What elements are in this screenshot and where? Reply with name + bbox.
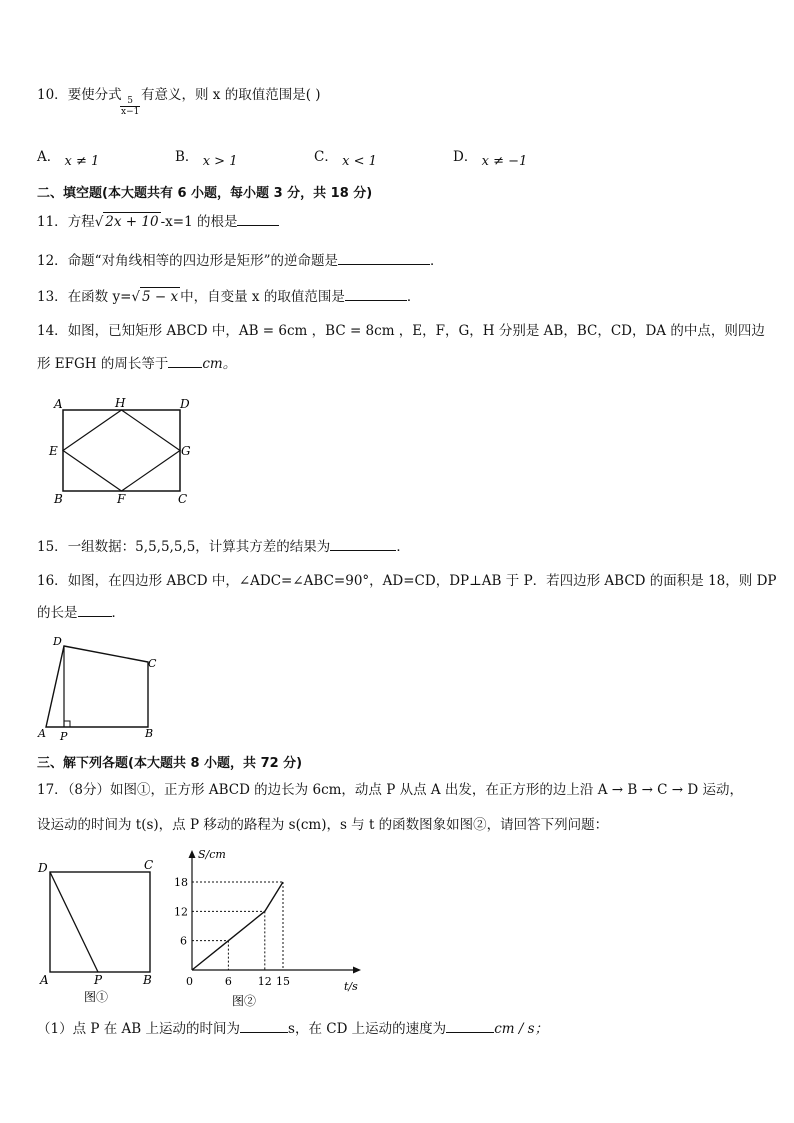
rectangle-abcd bbox=[63, 410, 180, 491]
fig2-caption: 图② bbox=[232, 994, 257, 1007]
q10-option-c bbox=[314, 148, 377, 167]
series-segment bbox=[192, 941, 228, 970]
q16-line2 bbox=[37, 602, 125, 622]
q13-end: ． bbox=[406, 289, 421, 305]
label-A: A bbox=[40, 973, 49, 987]
q16-text: 如图，在四边形 ABCD 中，∠ADC=∠ABC=90°，AD=CD，DP⊥AB 于 P．若四边形 ABCD 的面积是 18，则 DP bbox=[67, 573, 777, 589]
label-D: D bbox=[53, 635, 62, 648]
option-label: A． bbox=[37, 149, 61, 165]
q16-figure bbox=[36, 632, 166, 744]
answer-blank[interactable] bbox=[168, 353, 202, 368]
q16-end: ． bbox=[111, 605, 125, 621]
label-D: D bbox=[180, 397, 190, 411]
section-3-title: 三、解下列各题(本大题共 8 小题，共 72 分) bbox=[37, 756, 303, 771]
q14-line2 bbox=[37, 353, 236, 373]
q11-text-a: 方程 bbox=[67, 214, 95, 230]
label-P: P bbox=[94, 973, 103, 987]
q12-end: ． bbox=[430, 253, 444, 269]
rhombus-efgh bbox=[63, 410, 180, 491]
label-C: C bbox=[144, 858, 154, 872]
answer-blank[interactable] bbox=[78, 602, 112, 617]
series-segment bbox=[228, 911, 264, 940]
q10-frac-den: x−1 bbox=[121, 107, 140, 117]
label-A: A bbox=[54, 397, 63, 411]
q17-text-2: 设运动的时间为 t(s)，点 P 移动的路程为 s(cm)，s 与 t 的函数图象如图②，请回答下列问题： bbox=[37, 817, 609, 833]
answer-blank[interactable] bbox=[330, 536, 396, 551]
answer-blank[interactable] bbox=[345, 286, 407, 301]
q17-sub1-text-a: （1）点 P 在 AB 上运动的时间为 bbox=[37, 1021, 241, 1037]
q14-figure bbox=[44, 393, 204, 508]
y-axis-arrow bbox=[189, 850, 196, 858]
section-2-title: 二、填空题(本大题共有 6 小题，每小题 3 分，共 18 分) bbox=[37, 186, 373, 201]
x-axis-arrow bbox=[353, 967, 361, 974]
y-tick-label: 18 bbox=[174, 876, 188, 889]
q12-number: 12． bbox=[37, 253, 68, 269]
option-value: x ≠ −1 bbox=[481, 154, 528, 169]
y-axis-label: S/cm bbox=[198, 848, 226, 861]
q14-unit: cm。 bbox=[202, 356, 237, 372]
q11-radicand: 2x + 10 bbox=[105, 214, 159, 230]
y-tick-label: 12 bbox=[174, 905, 188, 919]
q11-number: 11． bbox=[37, 214, 68, 230]
q14-text-2: 形 EFGH 的周长等于 bbox=[37, 356, 169, 372]
answer-blank[interactable] bbox=[240, 1018, 288, 1033]
q13-radicand: 5 − x bbox=[142, 289, 179, 305]
q14-number: 14． bbox=[37, 323, 68, 339]
option-value: x ≠ 1 bbox=[64, 154, 100, 169]
sqrt-sign: √ bbox=[94, 214, 104, 230]
q14-line1 bbox=[37, 322, 765, 340]
q11-text-b: -x=1 的根是 bbox=[160, 214, 238, 230]
q16-number: 16． bbox=[37, 573, 68, 589]
q16-line1 bbox=[37, 572, 776, 590]
q12-text: 命题“对角线相等的四边形是矩形”的逆命题是 bbox=[67, 253, 338, 269]
x-tick-label: 15 bbox=[276, 975, 290, 988]
origin-label: 0 bbox=[186, 975, 193, 988]
option-label: B． bbox=[175, 149, 199, 165]
option-label: C． bbox=[314, 149, 338, 165]
q13-text-a: 在函数 y= bbox=[67, 289, 132, 305]
label-B: B bbox=[143, 973, 152, 987]
answer-blank[interactable] bbox=[446, 1018, 494, 1033]
option-value: x < 1 bbox=[342, 154, 377, 169]
label-F: F bbox=[117, 492, 126, 506]
q17-sub1 bbox=[37, 1018, 548, 1038]
chart-axes bbox=[186, 848, 361, 1007]
series-segment bbox=[265, 882, 283, 911]
label-P: P bbox=[60, 730, 68, 743]
answer-blank[interactable] bbox=[237, 211, 279, 226]
square-abcd bbox=[50, 872, 150, 972]
q17-sub1-text-c: cm / s； bbox=[494, 1021, 549, 1037]
q14-text: 如图，已知矩形 ABCD 中，AB = 6cm ，BC = 8cm ，E，F，G，H 分别是 AB，BC，CD，DA 的中点，则四边 bbox=[67, 323, 765, 339]
q13-text-b: 中，自变量 x 的取值范围是 bbox=[180, 289, 345, 305]
label-D: D bbox=[38, 861, 48, 875]
q13-number: 13． bbox=[37, 289, 68, 305]
q10-frac-num: 5 bbox=[127, 96, 134, 106]
q15 bbox=[37, 536, 410, 556]
answer-blank[interactable] bbox=[338, 250, 430, 265]
q17-sub1-text-b: s，在 CD 上运动的速度为 bbox=[288, 1021, 447, 1037]
q10-text-a: 要使分式 bbox=[67, 87, 122, 103]
quadrilateral-abcd bbox=[46, 646, 148, 727]
q15-text: 一组数据：5,5,5,5,5，计算其方差的结果为 bbox=[67, 539, 331, 555]
label-G: G bbox=[181, 444, 191, 458]
option-label: D． bbox=[453, 149, 478, 165]
q10-fraction bbox=[120, 96, 140, 117]
sqrt-sign: √ bbox=[131, 289, 141, 305]
label-E: E bbox=[49, 444, 58, 458]
option-value: x > 1 bbox=[202, 154, 238, 169]
right-angle-mark bbox=[64, 721, 70, 727]
label-A: A bbox=[38, 727, 46, 740]
y-tick-label: 6 bbox=[180, 934, 187, 948]
q13 bbox=[37, 286, 420, 306]
label-C: C bbox=[178, 492, 188, 506]
fig1-caption: 图① bbox=[84, 990, 109, 1004]
label-B: B bbox=[54, 492, 63, 506]
q10-option-d bbox=[453, 148, 527, 167]
x-axis-label: t/s bbox=[344, 980, 358, 993]
q15-number: 15． bbox=[37, 539, 68, 555]
x-tick-label: 12 bbox=[257, 975, 272, 988]
x-tick-label: 6 bbox=[224, 975, 232, 988]
q17-figure-2-chart bbox=[168, 842, 368, 1007]
q15-end: ． bbox=[396, 539, 410, 555]
q17-line2 bbox=[37, 816, 608, 834]
label-B: B bbox=[145, 727, 154, 740]
q12 bbox=[37, 250, 444, 270]
q17-number: 17． bbox=[37, 782, 68, 798]
q17-line1 bbox=[37, 781, 743, 799]
q10-text-b: 有意义，则 x 的取值范围是( ) bbox=[141, 87, 321, 103]
q10-option-b bbox=[175, 148, 237, 167]
q16-text-2: 的长是 bbox=[37, 605, 78, 621]
q17-figure-1 bbox=[36, 856, 166, 1006]
segment-dp bbox=[50, 872, 98, 972]
q10-number: 10． bbox=[37, 87, 68, 103]
q10-stem bbox=[37, 86, 122, 104]
chart-marks bbox=[174, 876, 290, 988]
label-H: H bbox=[115, 396, 126, 410]
label-C: C bbox=[148, 657, 157, 670]
q17-text: （8分）如图①，正方形 ABCD 的边长为 6cm，动点 P 从点 A 出发，在正方形的边上沿 A → B → C → D 运动， bbox=[67, 782, 744, 798]
q11 bbox=[37, 211, 279, 231]
q10-option-a bbox=[37, 148, 99, 167]
